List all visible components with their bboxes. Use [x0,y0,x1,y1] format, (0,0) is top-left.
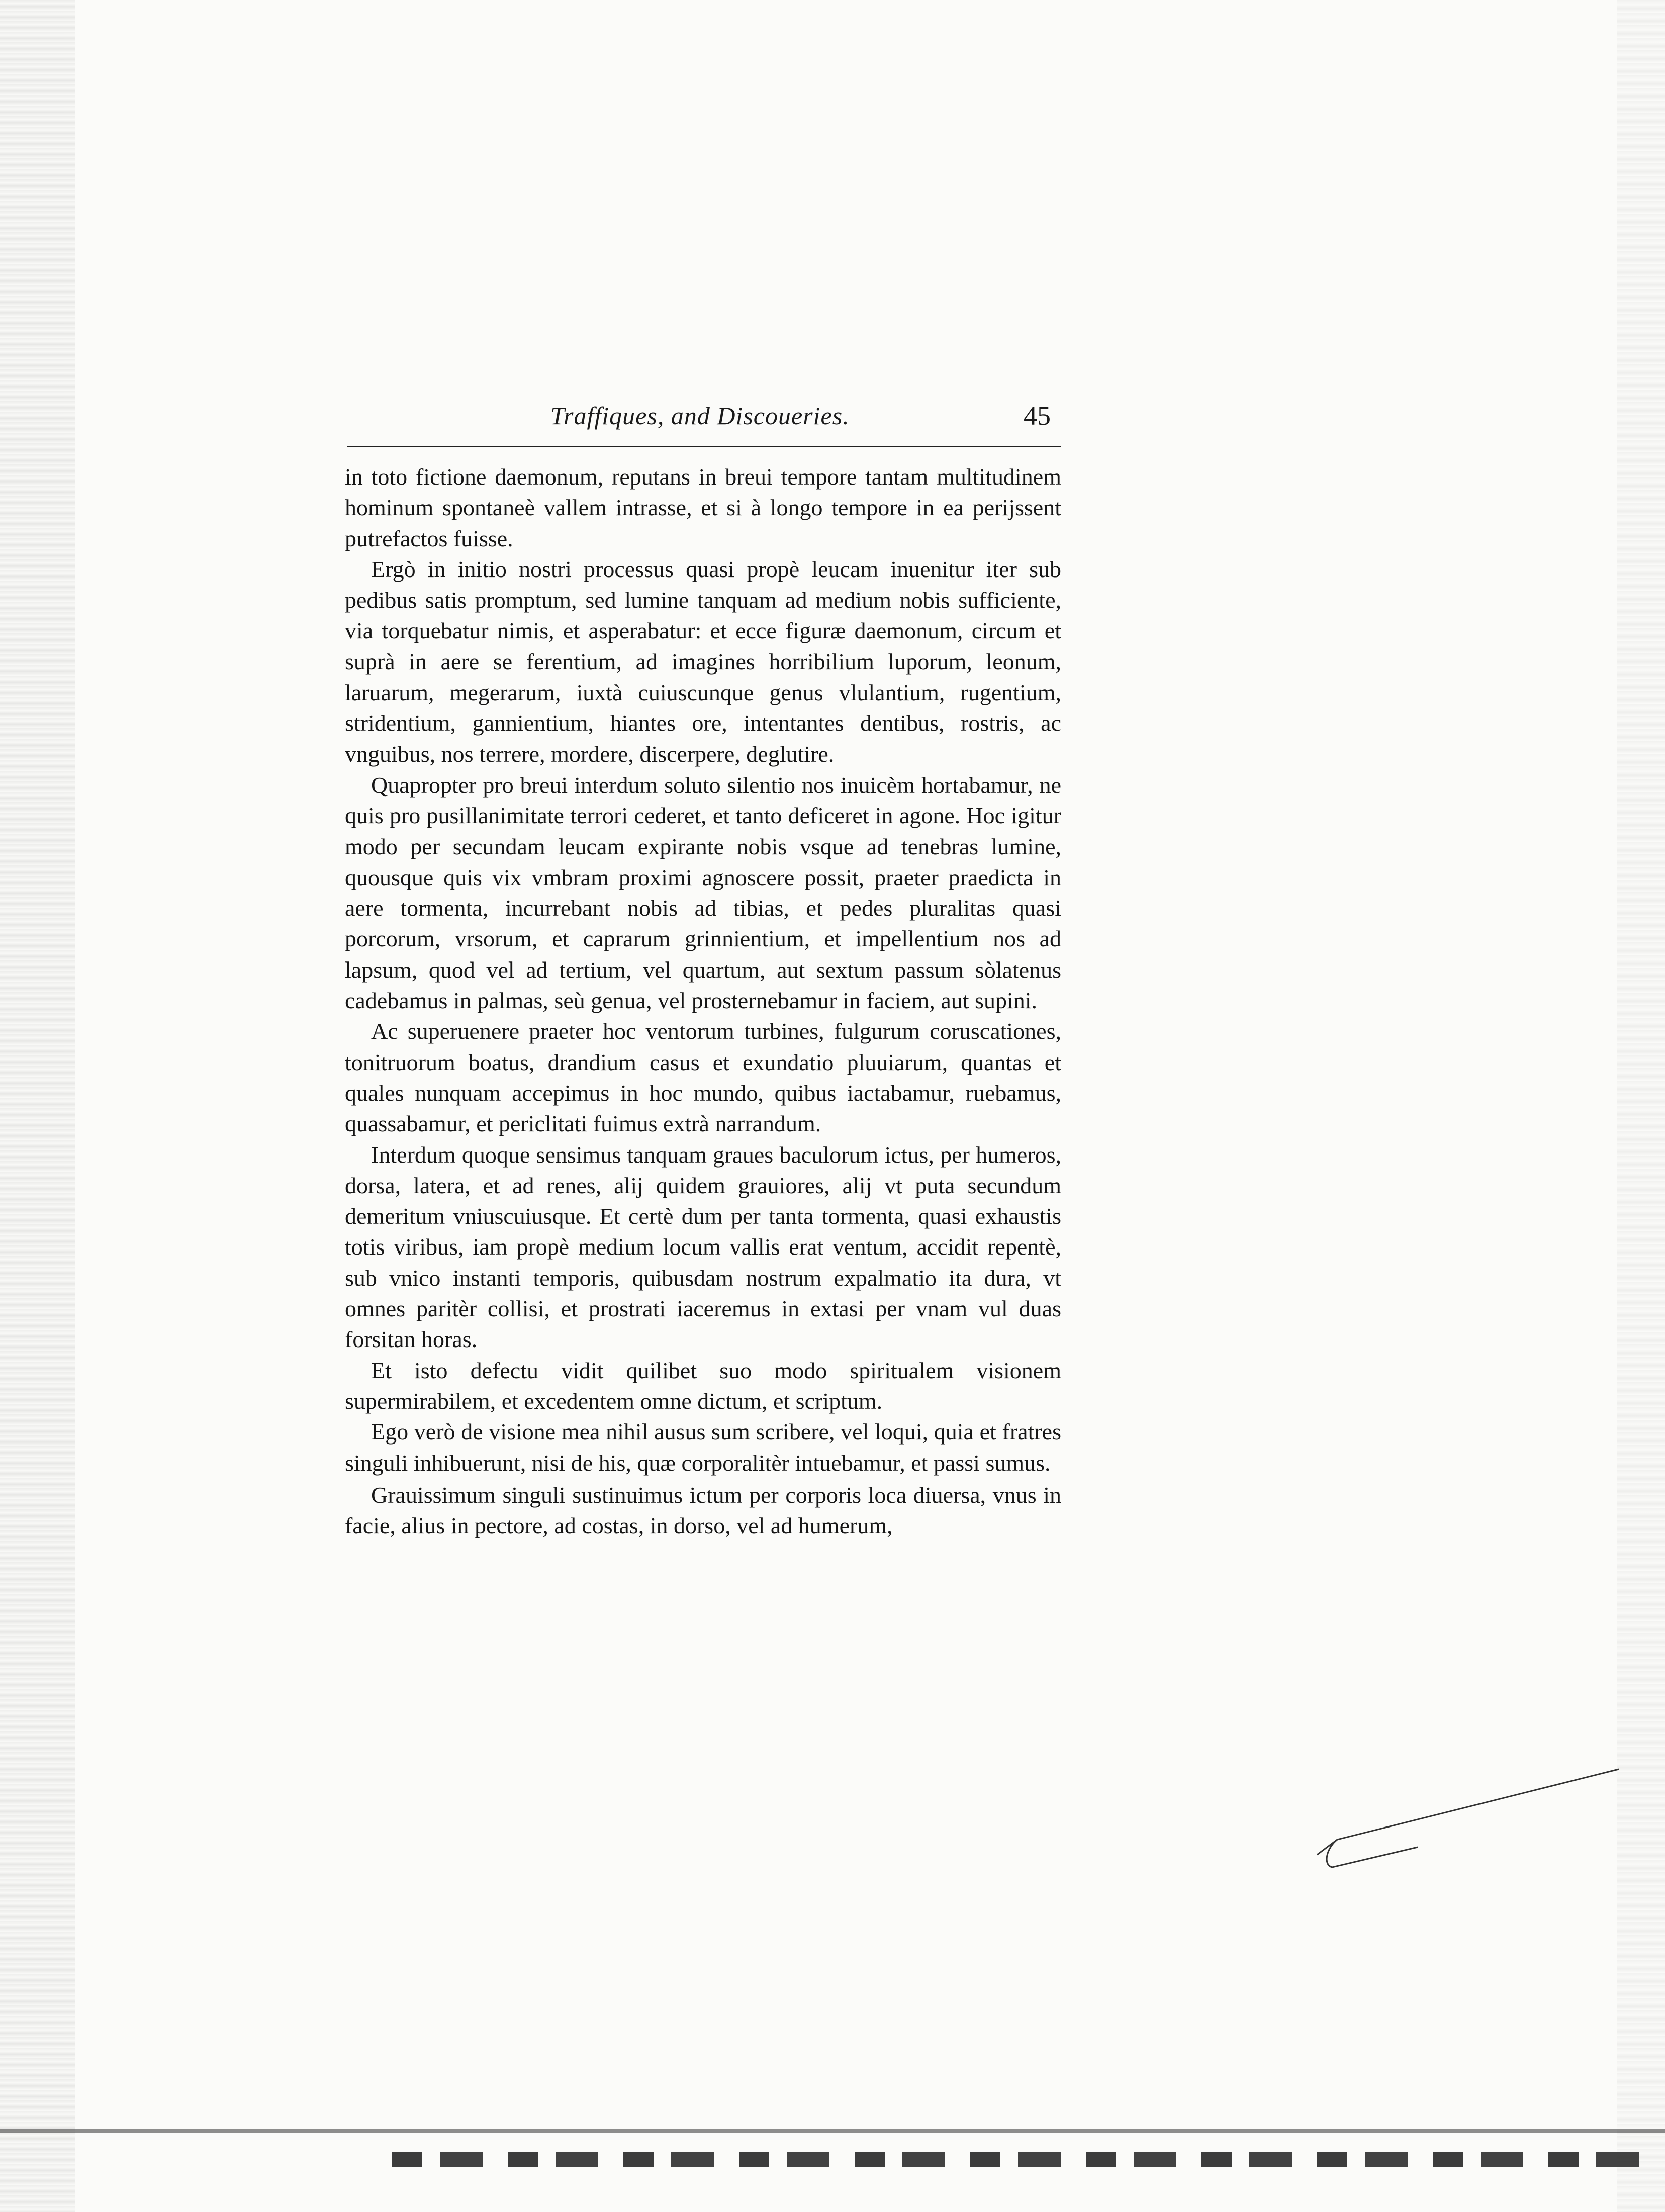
paragraph: Et isto defectu vidit quilibet suo modo spiritualem visionem supermirabilem, et excedentem omne dictum, et scriptum. [345,1357,1061,1414]
paragraph: Grauissimum singuli sustinuimus ictum per corporis loca diuersa, vnus in facie, alius in pectore, ad costas, in dorso, vel ad humerum, [345,1482,1061,1539]
header-rule [347,446,1061,447]
page-header [347,397,1061,442]
paragraph: Quapropter pro breui interdum soluto silentio nos inuicèm hortabamur, ne quis pro pusillanimitate terrori cederet, et tanto deficeret in agone. Hoc igitur modo per secundam leucam expirante nobis vsque ad tenebras lumine, quousque quis vix vmbram proximi agnoscere possit, praeter praedicta in aere tormenta, incurrebant nobis ad tibias, et pedes pluralitas quasi porcorum, vrsorum, et caprarum grinnientium, et impellentium nos ad lapsum, quod vel ad tertium, vel quartum, aut sextum passum sòlatenus cadebamus in palmas, seù genua, vel prosternebamur in faciem, aut supini. [345,772,1061,1014]
paragraph: Interdum quoque sensimus tanquam graues baculorum ictus, per humeros, dorsa, latera, et ad renes, alij quidem grauiores, alij vt puta secundum demeritum vniuscuiusque. Et certè dum per tanta tormenta, quasi exhaustis totis viribus, iam propè medium locum vallis erat ventum, accidit repentè, sub vnico instanti temporis, quibusdam nostrum expalmatio ita dura, vt omnes paritèr collisi, et prostrati iaceremus in extasi per vnam vul duas forsitan horas. [345,1141,1061,1353]
paragraph: Ego verò de visione mea nihil ausus sum scribere, vel loqui, quia et fratres singuli inhibuerunt, nisi de his, quæ corporalitèr intuebamur, et passi sumus. [345,1419,1061,1476]
scan-bottom-artifacts [392,2152,1639,2167]
paragraph: in toto fictione daemonum, reputans in breui tempore tantam multitudinem hominum spontaneè vallem intrasse, et si à longo tempore in ea perijssent putrefactos fuisse. [345,464,1061,551]
pen-stroke-mark [1317,1759,1639,1910]
body-text [345,461,1061,1541]
page-number: 45 [1024,401,1051,431]
paragraph: Ac superuenere praeter hoc ventorum turbines, fulgurum coruscationes, tonitruorum boatus, drandium casus et exundatio pluuiarum, quantas et quales nunquam accepimus in hoc mundo, quibus iactabamur, ruebamus, quassabamur, et periclitati fuimus extrà narrandum. [345,1018,1061,1137]
scan-edge-shadow-left [0,0,75,2212]
paragraph: Ergò in initio nostri processus quasi propè leucam inuenitur iter sub pedibus satis promptum, sed lumine tanquam ad medium nobis sufficiente, via torquebatur nimis, et asperabatur: et ecce figuræ daemonum, circum et suprà in aere se ferentium, ad imagines horribilium luporum, leonum, laruarum, megerarum, iuxtà cuiuscunque genus vlulantium, rugentium, stridentium, gannientium, hiantes ore, intentantes dentibus, rostris, ac vnguibus, nos terrere, mordere, discerpere, deglutire. [345,556,1061,767]
scan-bottom-edge [0,2129,1665,2133]
running-title: Traffiques, and Discoueries. [550,402,850,430]
